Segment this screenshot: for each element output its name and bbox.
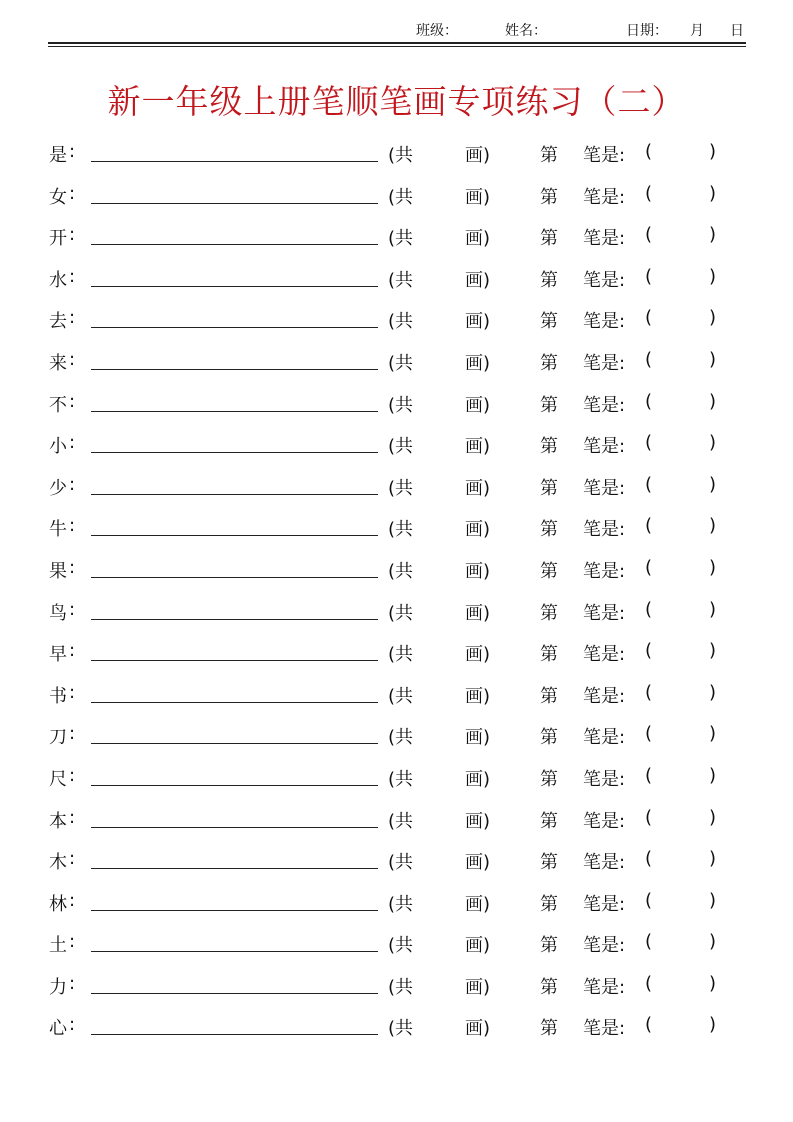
stroke-is-label: 笔是: [583,644,626,666]
answer-paren-close: ) [709,432,717,454]
nth-stroke-label: 第 [540,893,558,915]
answer-paren-close: ) [709,723,717,745]
total-strokes-open: (共 [388,519,414,541]
total-strokes-open: (共 [388,727,414,749]
exercise-row [0,303,793,345]
total-strokes-close: 画) [465,394,491,416]
nth-stroke-label: 第 [540,477,558,499]
answer-paren-open: ( [645,182,653,204]
row-colon: : [69,723,76,745]
row-character: 少 [49,477,67,499]
stroke-is-label: 笔是: [583,602,626,624]
total-strokes-close: 画) [465,727,491,749]
class-label: 班级： [416,23,458,39]
exercise-row [0,387,793,429]
stroke-is-label: 笔是: [583,269,626,291]
row-colon: : [69,556,76,578]
total-strokes-open: (共 [388,852,414,874]
row-colon: : [69,307,76,329]
answer-paren-open: ( [645,640,653,662]
answer-paren-close: ) [709,473,717,495]
row-colon: : [69,764,76,786]
stroke-is-label: 笔是: [583,352,626,374]
total-strokes-close: 画) [465,602,491,624]
answer-paren-open: ( [645,265,653,287]
total-strokes-open: (共 [388,893,414,915]
total-strokes-open: (共 [388,810,414,832]
nth-stroke-label: 第 [540,810,558,832]
total-strokes-open: (共 [388,311,414,333]
nth-stroke-label: 第 [540,602,558,624]
stroke-is-label: 笔是: [583,228,626,250]
nth-stroke-label: 第 [540,269,558,291]
answer-paren-open: ( [645,848,653,870]
row-character: 本 [49,810,67,832]
total-strokes-close: 画) [465,436,491,458]
stroke-is-label: 笔是: [583,186,626,208]
total-strokes-close: 画) [465,560,491,582]
row-character: 书 [49,685,67,707]
answer-paren-open: ( [645,723,653,745]
row-colon: : [69,348,76,370]
stroke-order-answer-line[interactable] [91,827,378,828]
exercise-row [0,636,793,678]
total-strokes-open: (共 [388,394,414,416]
answer-paren-close: ) [709,182,717,204]
total-strokes-open: (共 [388,935,414,957]
row-character: 水 [49,269,67,291]
stroke-is-label: 笔是: [583,477,626,499]
total-strokes-close: 画) [465,768,491,790]
row-character: 心 [49,1018,67,1040]
total-strokes-close: 画) [465,810,491,832]
stroke-order-answer-line[interactable] [91,411,378,412]
total-strokes-close: 画) [465,1018,491,1040]
row-colon: : [69,224,76,246]
answer-paren-open: ( [645,598,653,620]
row-character: 刀 [49,727,67,749]
stroke-is-label: 笔是: [583,1018,626,1040]
stroke-order-answer-line[interactable] [91,244,378,245]
stroke-order-answer-line[interactable] [91,993,378,994]
exercise-row [0,844,793,886]
row-character: 木 [49,852,67,874]
stroke-is-label: 笔是: [583,935,626,957]
row-character: 力 [49,976,67,998]
answer-paren-open: ( [645,224,653,246]
total-strokes-close: 画) [465,976,491,998]
stroke-is-label: 笔是: [583,768,626,790]
row-character: 开 [49,228,67,250]
date-label: 日期： [626,23,668,39]
stroke-order-answer-line[interactable] [91,660,378,661]
nth-stroke-label: 第 [540,186,558,208]
stroke-order-answer-line[interactable] [91,951,378,952]
nth-stroke-label: 第 [540,228,558,250]
header [0,20,793,40]
exercise-row [0,803,793,845]
nth-stroke-label: 第 [540,519,558,541]
stroke-order-answer-line[interactable] [91,577,378,578]
stroke-order-answer-line[interactable] [91,910,378,911]
answer-paren-open: ( [645,1014,653,1036]
row-character: 女 [49,186,67,208]
answer-paren-open: ( [645,515,653,537]
stroke-is-label: 笔是: [583,893,626,915]
answer-paren-close: ) [709,598,717,620]
exercise-row [0,137,793,179]
answer-paren-close: ) [709,806,717,828]
exercise-list [0,137,793,1052]
stroke-order-answer-line[interactable] [91,286,378,287]
nth-stroke-label: 第 [540,768,558,790]
total-strokes-open: (共 [388,186,414,208]
exercise-row [0,719,793,761]
exercise-row [0,511,793,553]
stroke-order-answer-line[interactable] [91,203,378,204]
answer-paren-close: ) [709,141,717,162]
row-colon: : [69,182,76,204]
row-character: 果 [49,560,67,582]
exercise-row [0,886,793,928]
stroke-is-label: 笔是: [583,560,626,582]
stroke-is-label: 笔是: [583,394,626,416]
answer-paren-open: ( [645,473,653,495]
stroke-order-answer-line[interactable] [91,785,378,786]
nth-stroke-label: 第 [540,644,558,666]
total-strokes-close: 画) [465,311,491,333]
answer-paren-close: ) [709,390,717,412]
total-strokes-close: 画) [465,644,491,666]
total-strokes-open: (共 [388,145,414,166]
nth-stroke-label: 第 [540,935,558,957]
total-strokes-open: (共 [388,477,414,499]
total-strokes-open: (共 [388,976,414,998]
answer-paren-close: ) [709,889,717,911]
total-strokes-open: (共 [388,560,414,582]
nth-stroke-label: 第 [540,560,558,582]
total-strokes-close: 画) [465,685,491,707]
total-strokes-open: (共 [388,1018,414,1040]
total-strokes-close: 画) [465,186,491,208]
answer-paren-open: ( [645,764,653,786]
stroke-is-label: 笔是: [583,519,626,541]
stroke-is-label: 笔是: [583,311,626,333]
total-strokes-close: 画) [465,352,491,374]
answer-paren-close: ) [709,848,717,870]
row-colon: : [69,640,76,662]
header-rule-thick [48,42,746,44]
row-character: 来 [49,352,67,374]
total-strokes-open: (共 [388,768,414,790]
nth-stroke-label: 第 [540,352,558,374]
answer-paren-close: ) [709,515,717,537]
row-character: 鸟 [49,602,67,624]
row-character: 不 [49,394,67,416]
answer-paren-open: ( [645,931,653,953]
row-colon: : [69,598,76,620]
stroke-is-label: 笔是: [583,727,626,749]
row-colon: : [69,265,76,287]
stroke-order-answer-line[interactable] [91,161,378,162]
row-character: 土 [49,935,67,957]
row-colon: : [69,141,76,162]
stroke-order-answer-line[interactable] [91,1034,378,1035]
answer-paren-open: ( [645,806,653,828]
total-strokes-open: (共 [388,228,414,250]
answer-paren-open: ( [645,141,653,162]
nth-stroke-label: 第 [540,1018,558,1040]
row-colon: : [69,432,76,454]
stroke-order-answer-line[interactable] [91,327,378,328]
row-character: 牛 [49,519,67,541]
exercise-row [0,220,793,262]
total-strokes-open: (共 [388,436,414,458]
nth-stroke-label: 第 [540,436,558,458]
total-strokes-open: (共 [388,602,414,624]
exercise-row [0,678,793,720]
answer-paren-close: ) [709,972,717,994]
exercise-row [0,179,793,221]
row-colon: : [69,681,76,703]
row-character: 早 [49,644,67,666]
answer-paren-close: ) [709,681,717,703]
nth-stroke-label: 第 [540,685,558,707]
total-strokes-close: 画) [465,935,491,957]
nth-stroke-label: 第 [540,976,558,998]
answer-paren-open: ( [645,390,653,412]
row-colon: : [69,390,76,412]
exercise-row [0,428,793,470]
answer-paren-close: ) [709,640,717,662]
answer-paren-close: ) [709,307,717,329]
stroke-is-label: 笔是: [583,810,626,832]
answer-paren-open: ( [645,432,653,454]
page-title: 新一年级上册笔顺笔画专项练习（二） [107,82,686,121]
total-strokes-open: (共 [388,269,414,291]
nth-stroke-label: 第 [540,311,558,333]
row-colon: : [69,889,76,911]
row-colon: : [69,972,76,994]
answer-paren-close: ) [709,348,717,370]
answer-paren-open: ( [645,556,653,578]
answer-paren-open: ( [645,889,653,911]
total-strokes-close: 画) [465,893,491,915]
row-character: 是 [49,145,67,166]
answer-paren-close: ) [709,224,717,246]
answer-paren-close: ) [709,1014,717,1036]
stroke-order-answer-line[interactable] [91,535,378,536]
answer-paren-close: ) [709,265,717,287]
answer-paren-close: ) [709,931,717,953]
total-strokes-close: 画) [465,269,491,291]
stroke-is-label: 笔是: [583,976,626,998]
row-colon: : [69,806,76,828]
stroke-order-answer-line[interactable] [91,494,378,495]
header-rule-thin [48,46,746,47]
exercise-row [0,969,793,1011]
stroke-is-label: 笔是: [583,852,626,874]
stroke-order-answer-line[interactable] [91,702,378,703]
row-character: 小 [49,436,67,458]
answer-paren-open: ( [645,348,653,370]
exercise-row [0,761,793,803]
total-strokes-close: 画) [465,145,491,166]
stroke-order-answer-line[interactable] [91,619,378,620]
exercise-row [0,595,793,637]
total-strokes-close: 画) [465,477,491,499]
row-colon: : [69,1014,76,1036]
total-strokes-close: 画) [465,228,491,250]
month-label: 月 [690,23,704,39]
nth-stroke-label: 第 [540,394,558,416]
stroke-order-answer-line[interactable] [91,369,378,370]
exercise-row [0,470,793,512]
nth-stroke-label: 第 [540,727,558,749]
stroke-order-answer-line[interactable] [91,743,378,744]
answer-paren-open: ( [645,307,653,329]
answer-paren-close: ) [709,556,717,578]
total-strokes-open: (共 [388,352,414,374]
total-strokes-close: 画) [465,519,491,541]
row-colon: : [69,848,76,870]
exercise-row [0,1010,793,1052]
exercise-row [0,927,793,969]
row-character: 去 [49,311,67,333]
stroke-is-label: 笔是: [583,436,626,458]
answer-paren-open: ( [645,681,653,703]
row-colon: : [69,515,76,537]
answer-paren-open: ( [645,972,653,994]
exercise-row [0,345,793,387]
row-character: 林 [49,893,67,915]
name-label: 姓名： [505,23,547,39]
total-strokes-close: 画) [465,852,491,874]
stroke-is-label: 笔是: [583,145,626,166]
row-character: 尺 [49,768,67,790]
exercise-row [0,262,793,304]
exercise-row [0,553,793,595]
stroke-order-answer-line[interactable] [91,868,378,869]
row-colon: : [69,473,76,495]
nth-stroke-label: 第 [540,145,558,166]
nth-stroke-label: 第 [540,852,558,874]
total-strokes-open: (共 [388,644,414,666]
stroke-order-answer-line[interactable] [91,452,378,453]
day-label: 日 [730,23,744,39]
total-strokes-open: (共 [388,685,414,707]
answer-paren-close: ) [709,764,717,786]
stroke-is-label: 笔是: [583,685,626,707]
row-colon: : [69,931,76,953]
